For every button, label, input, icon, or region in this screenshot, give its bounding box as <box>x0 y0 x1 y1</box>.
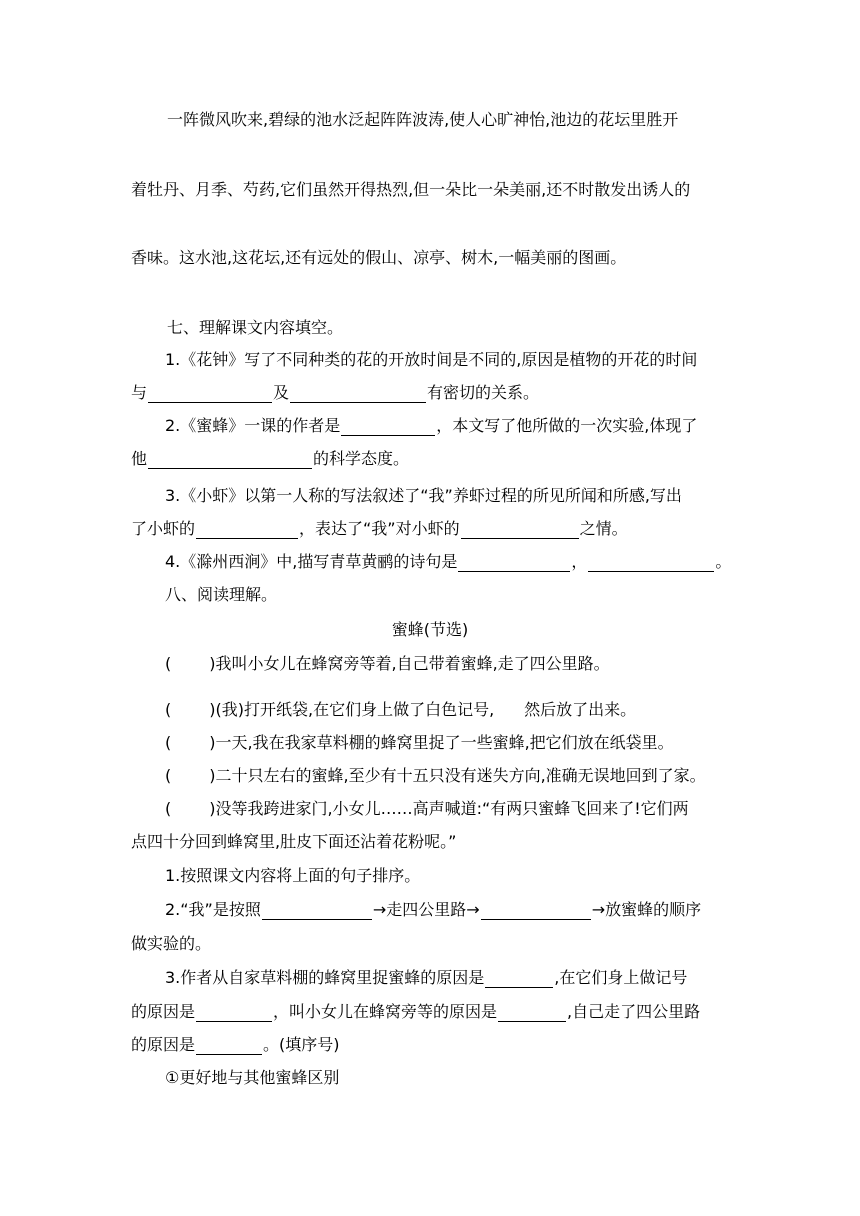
q8-3-text: 的原因是 <box>131 1002 196 1021</box>
answer-blank[interactable] <box>196 520 298 539</box>
order-open-paren: ( <box>165 654 172 673</box>
sentence-3 <box>165 733 674 753</box>
q7-2-text: ，本文写了他所做的一次实验,体现了 <box>436 416 698 435</box>
passage-line-1: 一阵微风吹来,碧绿的池水泛起阵阵波涛,使人心旷神怡,池边的花坛里胜开 <box>167 110 679 129</box>
q7-4-line <box>165 552 731 572</box>
q8-3-line-a <box>165 968 687 988</box>
q7-1-line-b <box>131 383 539 403</box>
order-close-paren: ) <box>209 654 216 673</box>
q8-1: 1.按照课文内容将上面的句子排序。 <box>165 866 421 885</box>
q7-2-text: 的科学态度。 <box>313 449 410 468</box>
answer-blank[interactable] <box>481 901 591 920</box>
sentence-2 <box>165 700 636 720</box>
answer-blank[interactable] <box>588 553 714 572</box>
q8-3-line-b <box>131 1002 700 1022</box>
answer-blank[interactable] <box>196 1036 262 1055</box>
sentence-5 <box>165 799 689 819</box>
q7-1-text: 与 <box>131 383 148 402</box>
q8-2-line-b: 做实验的。 <box>131 934 212 953</box>
answer-blank[interactable] <box>148 450 312 469</box>
sentence-text: 然后放了出来。 <box>524 700 637 719</box>
q7-3-text: 了小虾的 <box>131 519 196 538</box>
order-blank[interactable] <box>172 656 208 674</box>
section7-heading: 七、理解课文内容填空。 <box>167 318 344 337</box>
order-open-paren: ( <box>165 766 172 785</box>
sentence-text: 一天,我在我家草料棚的蜂窝里捉了一些蜜蜂,把它们放在纸袋里。 <box>215 733 674 752</box>
q8-3-text: ,自己走了四公里路 <box>567 1002 701 1021</box>
q8-2-text: 2.“我”是按照 <box>165 900 261 919</box>
q7-2-text: 他 <box>131 449 148 468</box>
q8-3-text: ，叫小女儿在蜂窝旁等的原因是 <box>273 1002 498 1021</box>
q8-2-text: →走四公里路→ <box>372 900 480 919</box>
sentence-text: 我叫小女儿在蜂窝旁等着,自己带着蜜蜂,走了四公里路。 <box>215 654 610 673</box>
sentence-text: 二十只左右的蜜蜂,至少有十五只没有迷失方向,准确无误地回到了家。 <box>215 766 706 785</box>
q7-4-text: 4.《滁州西涧》中,描写青草黄鹂的诗句是 <box>165 552 458 571</box>
answer-blank[interactable] <box>458 553 570 572</box>
q8-2-text: →放蜜蜂的顺序 <box>591 900 702 919</box>
q7-4-text: ， <box>571 552 588 571</box>
answer-blank[interactable] <box>290 384 426 403</box>
q7-2-line-a <box>165 416 697 436</box>
q8-2-line-a <box>165 900 701 920</box>
order-close-paren: ) <box>209 766 216 785</box>
answer-blank[interactable] <box>196 1003 272 1022</box>
order-blank[interactable] <box>172 702 208 720</box>
q7-3-line-a: 3.《小虾》以第一人称的写法叙述了“我”养虾过程的所见所闻和所感,写出 <box>165 486 682 505</box>
q7-2-text: 2.《蜜蜂》一课的作者是 <box>165 416 341 435</box>
answer-blank[interactable] <box>262 901 372 920</box>
q8-3-text: 的原因是 <box>131 1035 196 1054</box>
passage-line-2: 着牡丹、月季、芍药,它们虽然开得热烈,但一朵比一朵美丽,还不时散发出诱人的 <box>131 180 691 199</box>
sentence-text: (我)打开纸袋,在它们身上做了白色记号, <box>215 700 495 719</box>
q7-3-text: 之情。 <box>579 519 628 538</box>
answer-blank[interactable] <box>341 417 435 436</box>
answer-blank[interactable] <box>498 1003 566 1022</box>
q8-3-line-c <box>131 1035 340 1055</box>
q7-1-line-a: 1.《花钟》写了不同种类的花的开放时间是不同的,原因是植物的开花的时间 <box>165 350 698 369</box>
order-close-paren: ) <box>209 700 216 719</box>
passage-line-3: 香味。这水池,这花坛,还有远处的假山、凉亭、树木,一幅美丽的图画。 <box>131 248 627 267</box>
reading-title: 蜜蜂(节选) <box>391 620 469 639</box>
sentence-5-cont: 点四十分回到蜂窝里,肚皮下面还沾着花粉呢。” <box>131 832 457 851</box>
sentence-4 <box>165 766 706 786</box>
sentence-text: 没等我跨进家门,小女儿……高声喊道:“有两只蜜蜂飞回来了!它们两 <box>215 799 689 818</box>
order-open-paren: ( <box>165 700 172 719</box>
q7-3-line-b <box>131 519 628 539</box>
q7-3-text: ，表达了“我”对小虾的 <box>299 519 460 538</box>
q7-1-text: 有密切的关系。 <box>427 383 540 402</box>
order-open-paren: ( <box>165 733 172 752</box>
q8-3-text: ,在它们身上做记号 <box>554 968 688 987</box>
q8-3-text: 。(填序号) <box>263 1035 340 1054</box>
sentence-1 <box>165 654 610 674</box>
answer-blank[interactable] <box>148 384 272 403</box>
option-1: ①更好地与其他蜜蜂区别 <box>165 1068 340 1087</box>
answer-blank[interactable] <box>485 969 553 988</box>
order-blank[interactable] <box>172 768 208 786</box>
q7-4-text: 。 <box>715 552 732 571</box>
order-open-paren: ( <box>165 799 172 818</box>
q7-1-text: 及 <box>273 383 290 402</box>
order-close-paren: ) <box>209 733 216 752</box>
order-blank[interactable] <box>172 735 208 753</box>
answer-blank[interactable] <box>461 520 579 539</box>
order-close-paren: ) <box>209 799 216 818</box>
section8-heading: 八、阅读理解。 <box>165 585 278 604</box>
q8-3-text: 3.作者从自家草料棚的蜂窝里捉蜜蜂的原因是 <box>165 968 485 987</box>
q7-2-line-b <box>131 449 409 469</box>
order-blank[interactable] <box>172 801 208 819</box>
